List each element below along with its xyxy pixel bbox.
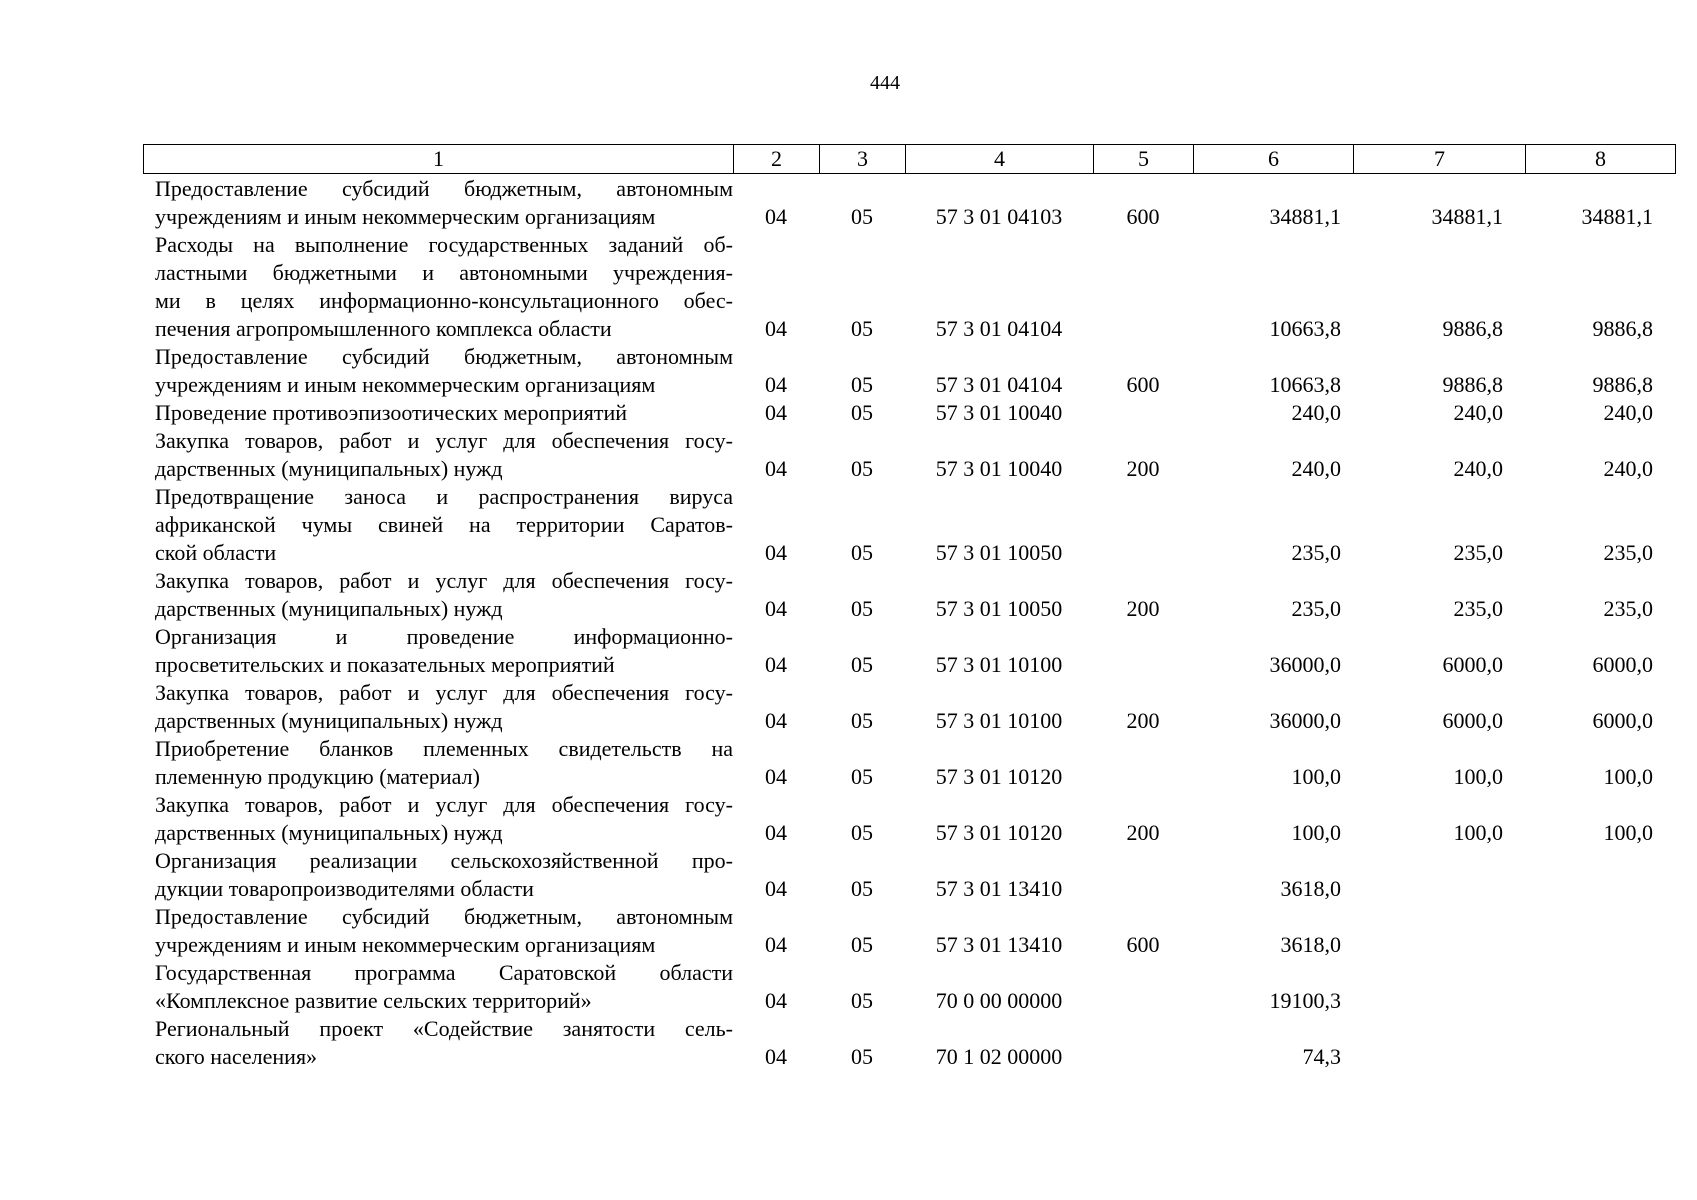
amount-col-8: 235,0 (1603, 540, 1653, 565)
row-description (143, 399, 733, 427)
description-line: Предоставление субсидий бюджетным, автономным (155, 904, 733, 929)
expense-type-code (1093, 399, 1193, 427)
subsection-code: 05 (851, 540, 873, 565)
page-number: 444 (870, 72, 900, 94)
amount-col-8 (1515, 931, 1665, 959)
row-description (143, 735, 733, 791)
description-line: Закупка товаров, работ и услуг для обеспечения госу- (155, 428, 733, 453)
description-line: Организация и проведение информационно- (155, 624, 733, 649)
description-line: Расходы на выполнение государственных заданий об- (155, 232, 733, 257)
amount-col-7: 6000,0 (1442, 708, 1503, 733)
target-article-code: 57 3 01 04104 (935, 372, 1063, 397)
subsection-code: 05 (851, 652, 873, 677)
target-article-code: 57 3 01 10040 (935, 400, 1063, 425)
section-code: 04 (765, 540, 787, 565)
row-description (143, 903, 733, 959)
section-code: 04 (765, 316, 787, 341)
row-description (143, 231, 733, 343)
description-line: Предоставление субсидий бюджетным, автономным (155, 176, 733, 201)
amount-col-7: 240,0 (1453, 456, 1503, 481)
table-row (143, 959, 1671, 1015)
expense-type-code: 600 (1126, 932, 1160, 957)
target-article-code: 57 3 01 10120 (935, 764, 1063, 789)
amount-col-8: 6000,0 (1592, 708, 1653, 733)
description-line: дарственных (муниципальных) нужд (155, 456, 503, 481)
amount-col-7: 34881,1 (1431, 204, 1503, 229)
amount-col-7 (1353, 931, 1515, 959)
subsection-code: 05 (851, 596, 873, 621)
row-description (143, 679, 733, 735)
section-code: 04 (765, 204, 787, 229)
table-row (143, 483, 1671, 567)
amount-col-8: 100,0 (1603, 764, 1653, 789)
header-col-3: 3 (820, 145, 906, 174)
expense-type-code (1093, 987, 1193, 1015)
row-description (143, 175, 733, 231)
amount-col-8: 9886,8 (1592, 316, 1653, 341)
expense-type-code: 200 (1126, 456, 1160, 481)
section-code: 04 (765, 932, 787, 957)
table-row (143, 791, 1671, 847)
section-code: 04 (765, 708, 787, 733)
description-line: африканской чумы свиней на территории Саратов- (155, 512, 733, 537)
description-line: дарственных (муниципальных) нужд (155, 820, 503, 845)
row-description (143, 483, 733, 567)
expense-type-code (1093, 763, 1193, 791)
amount-col-8: 235,0 (1603, 596, 1653, 621)
subsection-code: 05 (851, 932, 873, 957)
description-line: просветительских и показательных мероприятий (155, 652, 615, 677)
amount-col-7: 9886,8 (1442, 372, 1503, 397)
amount-col-8: 100,0 (1603, 820, 1653, 845)
amount-col-7: 100,0 (1453, 820, 1503, 845)
description-line: печения агропромышленного комплекса области (155, 316, 612, 341)
target-article-code: 57 3 01 10120 (935, 820, 1063, 845)
description-line: ской области (155, 540, 277, 565)
amount-col-7: 235,0 (1453, 540, 1503, 565)
description-line: Предоставление субсидий бюджетным, автономным (155, 344, 733, 369)
subsection-code: 05 (851, 876, 873, 901)
subsection-code: 05 (851, 456, 873, 481)
row-description (143, 959, 733, 1015)
target-article-code: 57 3 01 04103 (935, 204, 1063, 229)
description-line: Региональный проект «Содействие занятости сель- (155, 1016, 733, 1041)
amount-col-6: 235,0 (1291, 596, 1341, 621)
header-col-2: 2 (734, 145, 820, 174)
subsection-code: 05 (851, 400, 873, 425)
target-article-code: 57 3 01 10050 (935, 540, 1063, 565)
table-row (143, 567, 1671, 623)
target-article-code: 70 0 00 00000 (935, 988, 1063, 1013)
description-line: ластными бюджетными и автономными учреждения- (155, 260, 733, 285)
expense-type-code (1093, 1043, 1193, 1071)
description-line: учреждениям и иным некоммерческим организациям (155, 204, 656, 229)
description-line: Закупка товаров, работ и услуг для обеспечения госу- (155, 792, 733, 817)
row-description (143, 847, 733, 903)
expense-type-code (1093, 651, 1193, 679)
amount-col-7: 6000,0 (1442, 652, 1503, 677)
table-row (143, 343, 1671, 399)
amount-col-8: 6000,0 (1592, 652, 1653, 677)
header-col-1: 1 (144, 145, 734, 174)
amount-col-6: 240,0 (1291, 400, 1341, 425)
amount-col-8: 240,0 (1603, 456, 1653, 481)
expense-type-code: 600 (1126, 372, 1160, 397)
subsection-code: 05 (851, 1044, 873, 1069)
amount-col-7: 240,0 (1453, 400, 1503, 425)
description-line: дарственных (муниципальных) нужд (155, 596, 503, 621)
amount-col-6: 36000,0 (1269, 708, 1341, 733)
description-line: Приобретение бланков племенных свидетельств на (155, 736, 733, 761)
amount-col-8: 240,0 (1603, 400, 1653, 425)
section-code: 04 (765, 400, 787, 425)
description-line: учреждениям и иным некоммерческим организациям (155, 932, 656, 957)
description-line: учреждениям и иным некоммерческим организациям (155, 372, 656, 397)
target-article-code: 57 3 01 13410 (935, 876, 1063, 901)
description-line: Закупка товаров, работ и услуг для обеспечения госу- (155, 680, 733, 705)
table-body (143, 175, 1671, 1071)
section-code: 04 (765, 876, 787, 901)
subsection-code: 05 (851, 204, 873, 229)
table-row (143, 231, 1671, 343)
table-row (143, 903, 1671, 959)
amount-col-7 (1353, 875, 1515, 903)
table-header (143, 144, 1676, 174)
row-description (143, 427, 733, 483)
target-article-code: 57 3 01 10050 (935, 596, 1063, 621)
amount-col-8: 9886,8 (1592, 372, 1653, 397)
subsection-code: 05 (851, 988, 873, 1013)
row-description (143, 791, 733, 847)
description-line: Закупка товаров, работ и услуг для обеспечения госу- (155, 568, 733, 593)
description-line: Предотвращение заноса и распространения вируса (155, 484, 733, 509)
amount-col-6: 3618,0 (1280, 932, 1341, 957)
table-row (143, 399, 1671, 427)
row-description (143, 1015, 733, 1071)
table-row (143, 175, 1671, 231)
table-row (143, 623, 1671, 679)
header-col-7: 7 (1354, 145, 1526, 174)
amount-col-8 (1515, 875, 1665, 903)
expense-type-code: 200 (1126, 820, 1160, 845)
header-col-8: 8 (1526, 145, 1676, 174)
section-code: 04 (765, 764, 787, 789)
amount-col-6: 34881,1 (1269, 204, 1341, 229)
amount-col-7 (1353, 987, 1515, 1015)
description-line: Проведение противоэпизоотических мероприятий (155, 400, 628, 425)
amount-col-6: 235,0 (1291, 540, 1341, 565)
amount-col-7: 9886,8 (1442, 316, 1503, 341)
description-line: ского населения» (155, 1044, 318, 1069)
subsection-code: 05 (851, 372, 873, 397)
section-code: 04 (765, 456, 787, 481)
expense-type-code (1093, 539, 1193, 567)
table-row (143, 679, 1671, 735)
target-article-code: 57 3 01 10100 (935, 652, 1063, 677)
table-row (143, 735, 1671, 791)
amount-col-8 (1515, 1043, 1665, 1071)
expense-type-code (1093, 315, 1193, 343)
amount-col-6: 19100,3 (1269, 988, 1341, 1013)
header-col-5: 5 (1094, 145, 1194, 174)
table-row (143, 847, 1671, 903)
section-code: 04 (765, 372, 787, 397)
expense-type-code: 200 (1126, 596, 1160, 621)
subsection-code: 05 (851, 708, 873, 733)
expense-type-code: 200 (1126, 708, 1160, 733)
target-article-code: 57 3 01 10040 (935, 456, 1063, 481)
amount-col-6: 3618,0 (1280, 876, 1341, 901)
description-line: Государственная программа Саратовской области (155, 960, 733, 985)
amount-col-7: 100,0 (1453, 764, 1503, 789)
table-row (143, 1015, 1671, 1071)
row-description (143, 343, 733, 399)
description-line: ми в целях информационно-консультационного обес- (155, 288, 733, 313)
header-col-6: 6 (1194, 145, 1354, 174)
row-description (143, 623, 733, 679)
header-col-4: 4 (906, 145, 1094, 174)
expense-type-code: 600 (1126, 204, 1160, 229)
amount-col-6: 10663,8 (1269, 372, 1341, 397)
amount-col-6: 100,0 (1291, 820, 1341, 845)
amount-col-6: 100,0 (1291, 764, 1341, 789)
description-line: Организация реализации сельскохозяйственной про- (155, 848, 733, 873)
section-code: 04 (765, 820, 787, 845)
description-line: племенную продукцию (материал) (155, 764, 480, 789)
table-row (143, 427, 1671, 483)
description-line: «Комплексное развитие сельских территорий» (155, 988, 592, 1013)
subsection-code: 05 (851, 764, 873, 789)
subsection-code: 05 (851, 316, 873, 341)
amount-col-6: 74,3 (1302, 1044, 1341, 1069)
amount-col-8 (1515, 987, 1665, 1015)
row-description (143, 567, 733, 623)
amount-col-6: 10663,8 (1269, 316, 1341, 341)
description-line: дукции товаропроизводителями области (155, 876, 534, 901)
expense-type-code (1093, 875, 1193, 903)
section-code: 04 (765, 652, 787, 677)
section-code: 04 (765, 596, 787, 621)
amount-col-7 (1353, 1043, 1515, 1071)
target-article-code: 57 3 01 04104 (935, 316, 1063, 341)
amount-col-6: 36000,0 (1269, 652, 1341, 677)
amount-col-8: 34881,1 (1581, 204, 1653, 229)
target-article-code: 57 3 01 10100 (935, 708, 1063, 733)
subsection-code: 05 (851, 820, 873, 845)
amount-col-7: 235,0 (1453, 596, 1503, 621)
description-line: дарственных (муниципальных) нужд (155, 708, 503, 733)
amount-col-6: 240,0 (1291, 456, 1341, 481)
target-article-code: 57 3 01 13410 (935, 932, 1063, 957)
section-code: 04 (765, 988, 787, 1013)
section-code: 04 (765, 1044, 787, 1069)
target-article-code: 70 1 02 00000 (935, 1044, 1063, 1069)
